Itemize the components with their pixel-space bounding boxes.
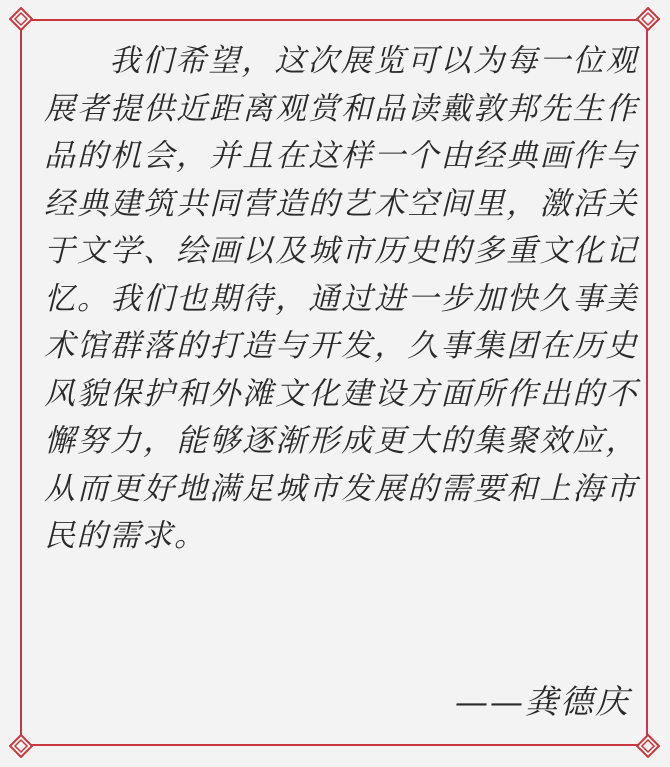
diamond-ornament-icon bbox=[636, 7, 660, 31]
quote-paragraph: 我们希望，这次展览可以为每一位观展者提供近距离观赏和品读戴敦邦先生作品的机会，并且在这样一个由经典画作与经典建筑共同营造的艺术空间里，激活关于文学、绘画以及城市历史的多重文化记忆。我们也期待，通过进一步加快久事美术馆群落的打造与开发，久事集团在历史风貌保护和外滩文化建设方面所作出的不懈努力，能够逐渐形成更大的集聚效应，从而更好地满足城市发展的需要和上海市民的需求。 bbox=[44, 43, 638, 554]
diamond-ornament-icon bbox=[9, 734, 33, 758]
diamond-ornament-icon bbox=[9, 7, 33, 31]
diamond-ornament-icon bbox=[636, 734, 660, 758]
author-signature: ——龚德庆 bbox=[455, 682, 630, 721]
